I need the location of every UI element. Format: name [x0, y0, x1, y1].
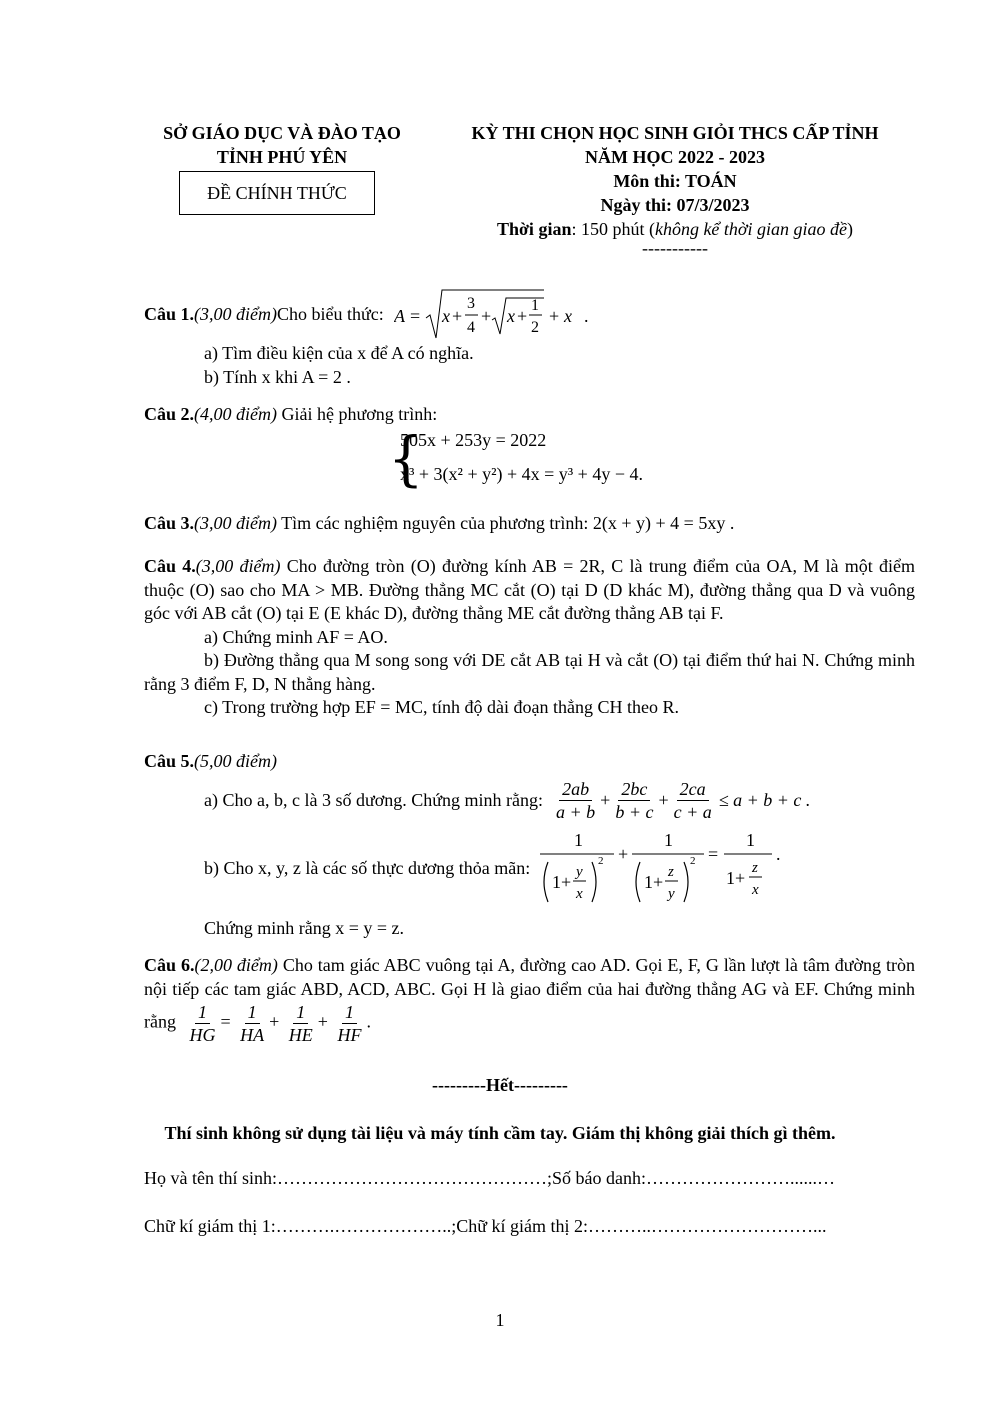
question-5b: b) Cho x, y, z là các số thực dương thỏa mãn: 1 1+ y x 2 + 1 1+ z y 2 = 1 1+ z x . [204, 826, 904, 910]
question-4a: a) Chứng minh AF = AO. [204, 626, 388, 647]
svg-text:.: . [583, 306, 589, 326]
svg-text:2: 2 [598, 855, 604, 867]
svg-text:3: 3 [466, 295, 475, 312]
condition-equation [536, 826, 786, 910]
exam-header [440, 121, 910, 258]
question-1a: a) Tìm điều kiện của x để A có nghĩa. [204, 343, 474, 363]
equation-system: { 505x + 253y = 2022 x³ + 3(x² + y²) + 4x = y³ + 4y − 4. [388, 425, 643, 494]
exam-title: KỲ THI CHỌN HỌC SINH GIỎI THCS CẤP TỈNH [471, 123, 879, 143]
department-name: SỞ GIÁO DỤC VÀ ĐÀO TẠO [163, 123, 401, 143]
svg-text:1+: 1+ [644, 872, 664, 892]
question-4c: c) Trong trường hợp EF = MC, tính độ dài đoạn thẳng CH theo R. [204, 697, 679, 717]
province-name: TỈNH PHÚ YÊN [216, 147, 348, 167]
svg-text:+: + [480, 306, 491, 326]
question-2: Câu 2.(4,00 điểm) Giải hệ phương trình: [144, 404, 438, 424]
svg-text:+: + [548, 306, 559, 326]
supervisor-signature-line: Chữ kí giám thị 1:……….………………..;Chữ kí giám thị 2:………..………………………... [144, 1216, 827, 1236]
svg-text:2: 2 [530, 319, 539, 336]
q6-identity: $\frac{1}{HG}$ = $\frac{1}{HA}$ + $\frac{1}{HE}$ + $\frac{1}{HF}$ . [189, 1002, 371, 1045]
question-5-conclusion: Chứng minh rằng x = y = z. [204, 918, 405, 938]
svg-text:1: 1 [530, 297, 539, 314]
subject: Môn thi: TOÁN [613, 171, 737, 191]
svg-text:+: + [451, 306, 462, 326]
svg-text:x: x [506, 306, 515, 326]
svg-text:1+: 1+ [726, 868, 746, 888]
question-5: Câu 5.(5,00 điểm) [144, 751, 277, 771]
question-6: Câu 6.(2,00 điểm) Cho tam giác ABC vuông tại A, đường cao AD. Gọi E, F, G lần lượt là tâm đường tròn nội tiếp các tam giác ABD, ACD, ABC. Gọi H là giao điểm của hai đường thẳng AG và EF. Chứng minh rằng $\frac{1}{HG}$ = $\frac{1}{HA}$ + $\frac{1}{HE}$ + $\frac{1}{HF}$ . [144, 955, 915, 1045]
svg-text:2: 2 [690, 855, 696, 867]
svg-text:x: x [576, 886, 583, 902]
question-4: Câu 4.(3,00 điểm) Cho đường tròn (O) đường kính AB = 2R, C là trung điểm của OA, M là một điểm thuộc (O) sao cho MA > MB. Đường thẳng MC cắt (O) tại D (D khác M), đường thẳng qua D và vuông góc với AB cắt (O) tại E (E khác D), đường thẳng ME cắt đường thẳng AB tại F. a) Chứng minh AF = AO. b) Đường thẳng qua M song song với DE cắt AB tại H và cắt (O) tại điểm thứ hai N. Chứng minh rằng 3 điểm F, D, N thẳng hàng. c) Trong trường hợp EF = MC, tính độ dài đoạn thẳng CH theo R. [144, 555, 915, 720]
svg-text:1: 1 [574, 830, 584, 850]
question-1: Câu 1. (3,00 điểm) Cho biểu thức: A = x + 3 4 + x + 1 2 + x . a) Tìm điều kiện của x để A có nghĩa. b) Tính x khi A = 2 . [144, 290, 915, 389]
end-marker: ---------Hết--------- [432, 1075, 568, 1095]
svg-text:1+: 1+ [552, 872, 572, 892]
svg-text:z: z [668, 864, 675, 880]
exam-notice: Thí sinh không sử dụng tài liệu và máy tính cầm tay. Giám thị không giải thích gì thêm. [164, 1123, 836, 1143]
question-5a: a) Cho a, b, c là 3 số dương. Chứng minh rằng: $\frac{2ab}{a + b}$ + $\frac{2bc}{b + c}$ + $\frac{2ca}{c + a}$ ≤ a + b + c . [204, 778, 811, 822]
svg-text:y: y [668, 886, 675, 902]
candidate-info-line: Họ và tên thí sinh:………………………………………;Số báo danh:……………………......… [144, 1168, 835, 1188]
svg-text:+: + [516, 306, 527, 326]
department-header [140, 121, 424, 169]
equation-1: 505x + 253y = 2022 [400, 430, 547, 450]
svg-text:4: 4 [466, 319, 475, 336]
expression-A [394, 288, 604, 342]
question-4b: b) Đường thẳng qua M song song với DE cắt AB tại H và cắt (O) tại điểm thứ hai N. Chứng minh rằng 3 điểm F, D, N thẳng hàng. [144, 650, 915, 694]
svg-text:x: x [563, 306, 572, 326]
svg-text:x: x [752, 882, 759, 898]
svg-text:A: A [393, 306, 405, 326]
svg-text:z: z [752, 860, 759, 876]
school-year: NĂM HỌC 2022 - 2023 [585, 147, 765, 167]
svg-text:1: 1 [746, 830, 756, 850]
svg-text:x: x [441, 306, 450, 326]
exam-duration: Thời gian: 150 phút (không kể thời gian giao đề) [496, 219, 854, 239]
svg-text:1: 1 [664, 830, 674, 850]
question-1b: b) Tính x khi A = 2 . [204, 366, 351, 387]
exam-date: Ngày thi: 07/3/2023 [600, 195, 750, 215]
svg-text:=: = [708, 844, 719, 864]
svg-text:.: . [776, 844, 781, 864]
page-number: 1 [495, 1310, 505, 1330]
header-rule: ----------- [642, 238, 708, 258]
equation-2: x³ + 3(x² + y²) + 4x = y³ + 4y − 4. [400, 464, 643, 484]
svg-text:+: + [618, 844, 629, 864]
svg-text:y: y [576, 864, 583, 880]
svg-text:=: = [409, 306, 420, 326]
question-3: Câu 3.(3,00 điểm) Tìm các nghiệm nguyên của phương trình: 2(x + y) + 4 = 5xy . [144, 513, 735, 533]
official-exam-box: ĐỀ CHÍNH THỨC [179, 171, 375, 215]
